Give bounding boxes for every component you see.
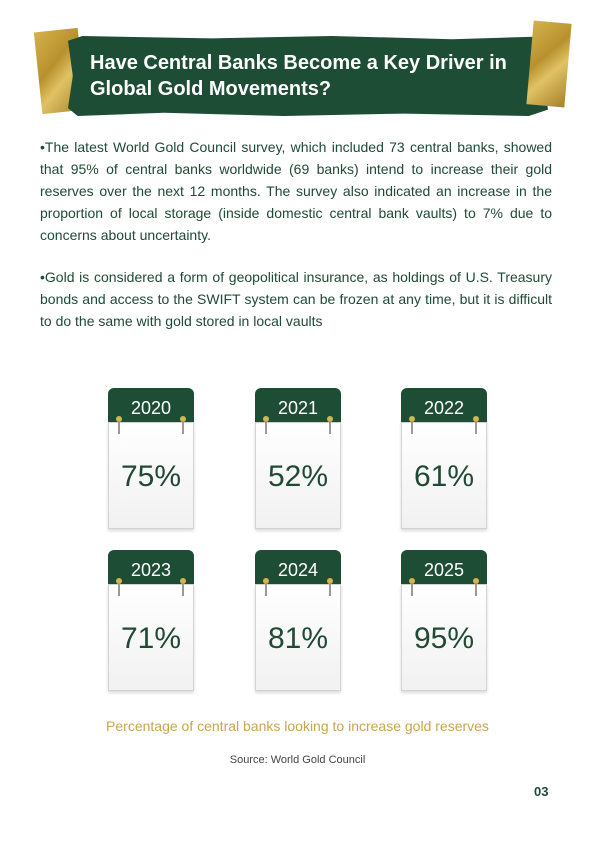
card-value: 75% <box>120 460 182 493</box>
card-value: 95% <box>413 622 475 655</box>
calendar-card-2022 <box>401 388 487 528</box>
page-number: 03 <box>534 784 549 799</box>
calendar-card-2023 <box>108 550 194 690</box>
calendar-card-2025 <box>401 550 487 690</box>
card-year: 2024 <box>277 560 319 580</box>
card-year: 2020 <box>130 398 172 418</box>
card-year: 2023 <box>130 560 172 580</box>
card-year: 2022 <box>423 398 465 418</box>
paragraph-survey: •The latest World Gold Council survey, which included 73 central banks, showed that 95% of central banks worldwide (69 banks) intend to increase their gold reserves over the next 12 months. The survey also indicated an increase in the proportion of local storage (inside domestic central bank vaults) to 7% due to concerns about uncertainty. <box>40 139 552 243</box>
card-value: 61% <box>413 460 475 493</box>
card-value: 52% <box>267 460 329 493</box>
chart-caption: Percentage of central banks looking to increase gold reserves <box>106 718 489 734</box>
card-value: 81% <box>267 622 329 655</box>
paragraph-insurance: •Gold is considered a form of geopolitical insurance, as holdings of U.S. Treasury bonds and access to the SWIFT system can be frozen at any time, but it is difficult to do the same with gold stored in local vaults <box>40 269 552 329</box>
calendar-card-2020 <box>108 388 194 528</box>
page-title: Have Central Banks Become a Key Driver in Global Gold Movements? <box>90 52 507 100</box>
gold-tape-right <box>526 21 571 108</box>
card-year: 2025 <box>423 560 465 580</box>
source-note: Source: World Gold Council <box>229 754 366 766</box>
card-year: 2021 <box>277 398 319 418</box>
calendar-card-2021 <box>255 388 341 528</box>
card-value: 71% <box>120 622 182 655</box>
calendar-card-2024 <box>255 550 341 690</box>
